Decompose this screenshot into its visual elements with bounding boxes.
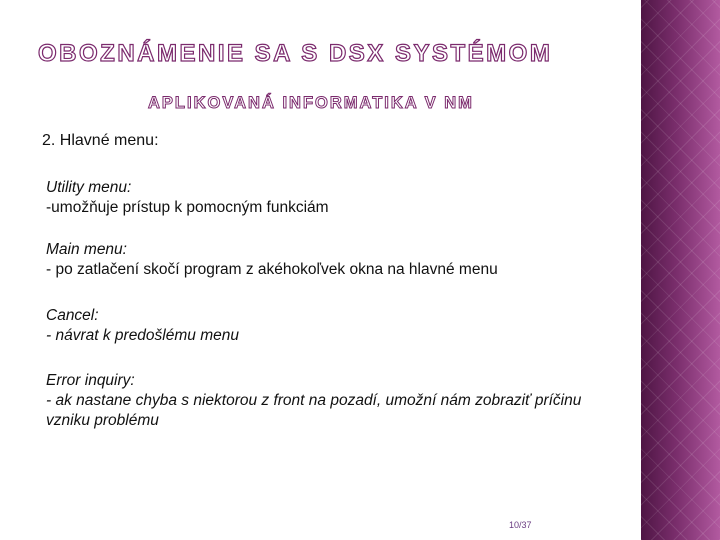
decorative-side-panel: [641, 0, 720, 540]
list-item-error-inquiry: [46, 371, 626, 431]
page-number: 10/37: [509, 520, 532, 530]
item-description: - ak nastane chyba s niektorou z front na pozadí, umožní nám zobraziť príčinu vzniku problému: [46, 392, 582, 429]
slide-title: OBOZNÁMENIE SA S DSX SYSTÉMOM: [38, 40, 553, 67]
list-item-utility-menu: [46, 178, 329, 218]
item-description: - po zatlačení skočí program z akéhokoľvek okna na hlavné menu: [46, 261, 498, 278]
item-description: -umožňuje prístup k pomocným funkciám: [46, 199, 329, 216]
slide-subtitle: APLIKOVANÁ INFORMATIKA V NM: [148, 94, 474, 112]
item-term: Main menu:: [46, 241, 127, 258]
item-term: Cancel:: [46, 307, 99, 324]
section-heading: 2. Hlavné menu:: [42, 132, 159, 149]
item-term: Error inquiry:: [46, 372, 135, 389]
list-item-cancel: [46, 306, 239, 346]
item-description: - návrat k predošlému menu: [46, 327, 239, 344]
item-term: Utility menu:: [46, 179, 132, 196]
list-item-main-menu: [46, 240, 498, 280]
